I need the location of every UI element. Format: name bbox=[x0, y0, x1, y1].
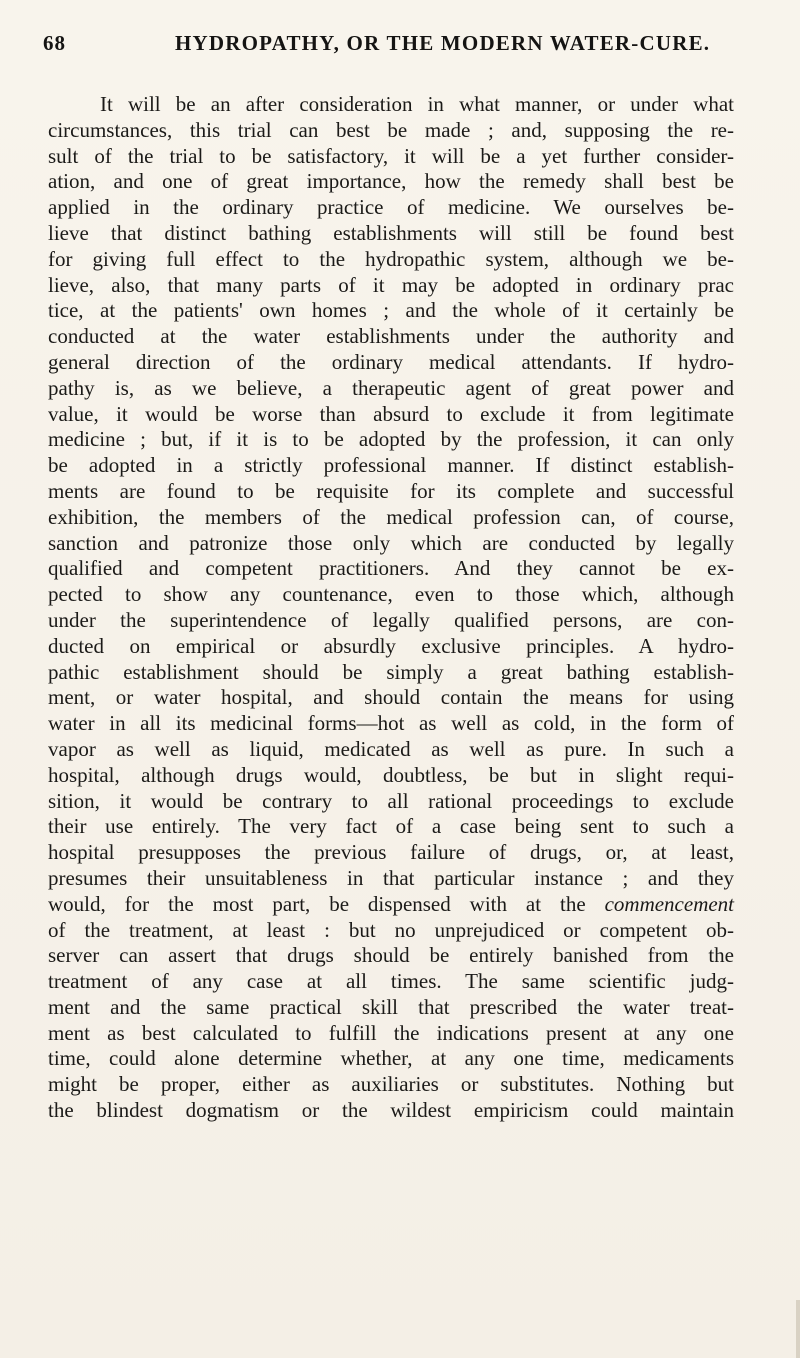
text-line: water in all its medicinal forms—hot as well as cold, in the form of bbox=[48, 711, 734, 736]
text-line: sition, it would be contrary to all rational proceedings to exclude bbox=[48, 788, 734, 813]
text-line: under the superintendence of legally qualified persons, are con- bbox=[48, 607, 734, 632]
text-line: be adopted in a strictly professional manner. If distinct establish- bbox=[48, 453, 734, 478]
text-line: exhibition, the members of the medical profession can, of course, bbox=[48, 504, 734, 529]
text-line: It will be an after consideration in what manner, or under what bbox=[100, 92, 734, 116]
text-line: ment as best calculated to fulfill the indications present at any one bbox=[48, 1020, 734, 1045]
page-number: 68 bbox=[43, 31, 66, 55]
text-line: vapor as well as liquid, medicated as well as pure. In such a bbox=[48, 736, 734, 761]
text-line: presumes their unsuitableness in that particular instance ; and they bbox=[48, 865, 734, 890]
text-line: medicine ; but, if it is to be adopted by the profession, it can only bbox=[48, 427, 734, 452]
text-line: ment and the same practical skill that prescribed the water treat- bbox=[48, 994, 734, 1019]
text-line: lieve that distinct bathing establishments will still be found best bbox=[48, 220, 734, 245]
body-text bbox=[48, 92, 734, 1124]
text-line-segment: would, for the most part, be dispensed with at the bbox=[48, 891, 586, 916]
page-edge-mark bbox=[796, 1300, 800, 1358]
text-line: qualified and competent practitioners. And they cannot be ex- bbox=[48, 556, 734, 581]
page-header bbox=[43, 27, 743, 59]
text-line: treatment of any case at all times. The same scientific judg- bbox=[48, 969, 734, 994]
text-line: might be proper, either as auxiliaries or substitutes. Nothing but bbox=[48, 1072, 734, 1097]
italic-word: commencement bbox=[604, 891, 735, 916]
text-line: sult of the trial to be satisfactory, it will be a yet further consider- bbox=[48, 143, 734, 168]
text-line: lieve, also, that many parts of it may be adopted in ordinary prac bbox=[48, 272, 734, 297]
text-line: applied in the ordinary practice of medicine. We ourselves be- bbox=[48, 195, 734, 220]
text-line: ducted on empirical or absurdly exclusive principles. A hydro- bbox=[48, 633, 734, 658]
text-line: circumstances, this trial can best be made ; and, supposing the re- bbox=[48, 117, 734, 142]
text-line: general direction of the ordinary medical attendants. If hydro- bbox=[48, 349, 734, 374]
running-head: HYDROPATHY, OR THE MODERN WATER-CURE. bbox=[175, 31, 711, 55]
text-line: pathic establishment should be simply a great bathing establish- bbox=[48, 659, 734, 684]
text-line: time, could alone determine whether, at any one time, medicaments bbox=[48, 1046, 734, 1071]
text-line: the blindest dogmatism or the wildest empiricism could maintain bbox=[48, 1098, 734, 1123]
text-line: pected to show any countenance, even to those which, although bbox=[48, 582, 734, 607]
text-line: ment, or water hospital, and should contain the means for using bbox=[48, 685, 734, 710]
text-line: sanction and patronize those only which are conducted by legally bbox=[48, 530, 734, 555]
text-line: ments are found to be requisite for its complete and successful bbox=[48, 478, 734, 503]
text-line: hospital presupposes the previous failure of drugs, or, at least, bbox=[48, 840, 734, 865]
text-line: server can assert that drugs should be entirely banished from the bbox=[48, 943, 734, 968]
text-line: of the treatment, at least : but no unprejudiced or competent ob- bbox=[48, 917, 734, 942]
text-line: conducted at the water establishments under the authority and bbox=[48, 324, 734, 349]
text-line-with-italic bbox=[48, 892, 734, 918]
text-line: ation, and one of great importance, how the remedy shall best be bbox=[48, 169, 734, 194]
text-line: their use entirely. The very fact of a case being sent to such a bbox=[48, 814, 734, 839]
text-line: pathy is, as we believe, a therapeutic agent of great power and bbox=[48, 375, 734, 400]
text-line: tice, at the patients' own homes ; and the whole of it certainly be bbox=[48, 298, 734, 323]
text-line: hospital, although drugs would, doubtless, be but in slight requi- bbox=[48, 762, 734, 787]
text-line: for giving full effect to the hydropathic system, although we be- bbox=[48, 246, 734, 271]
text-line: value, it would be worse than absurd to exclude it from legitimate bbox=[48, 401, 734, 426]
